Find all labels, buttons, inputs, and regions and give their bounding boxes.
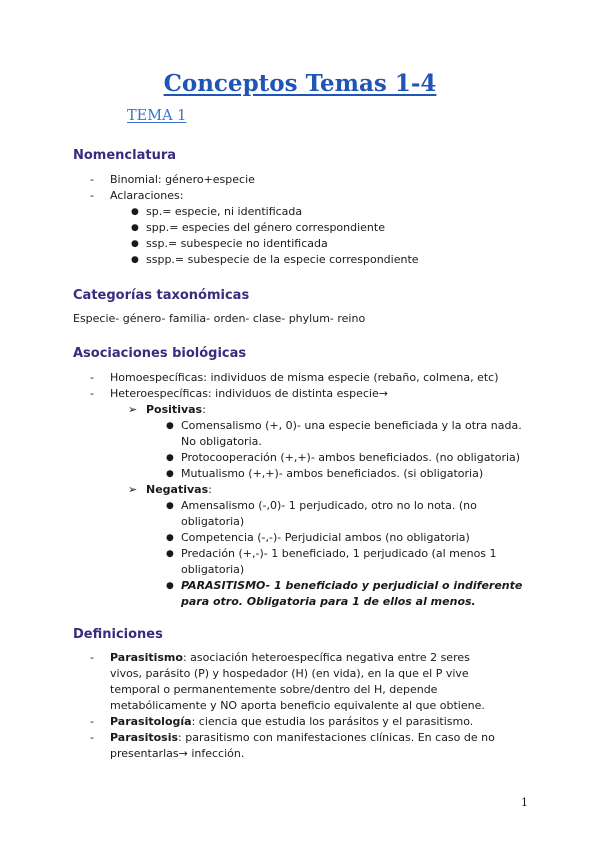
term-parasitologia: Parasitología <box>110 715 192 728</box>
arrowhead-bullet-icon: ➢ <box>128 483 138 496</box>
arrowhead-bullet-icon: ➢ <box>128 403 138 416</box>
list-item: ssp.= subespecie no identificada <box>146 237 328 250</box>
definition-text: : asociación heteroespecífica negativa entre 2 seres vivos, parásito (P) y hospedador (H) (en vida), en la que el P vive temporal o permanentemente sobre/dentro del H, depende metabólicamente y NO aporta beneficio equivalente al que obtiene. <box>110 651 485 712</box>
positivas-line: Positivas: <box>146 403 206 416</box>
parasitismo-item: PARASITISMO- 1 beneficiado y perjudicial o indiferente <box>181 579 523 592</box>
bullet-icon: ● <box>166 501 174 511</box>
parasitismo-item-continuation: para otro. Obligatoria para 1 de ellos al menos. <box>181 595 476 608</box>
binomial-line: Binomial: género+especie <box>110 173 255 186</box>
categorias-text: Especie- género- familia- orden- clase- phylum- reino <box>73 312 366 325</box>
list-item-continuation: obligatoria) <box>181 563 245 576</box>
dash-marker: - <box>90 651 94 664</box>
bullet-icon: ● <box>166 533 174 543</box>
bullet-icon: ● <box>166 581 174 591</box>
heading-asociaciones: Asociaciones biológicas <box>73 346 247 361</box>
list-item: Mutualismo (+,+)- ambos beneficiados. (si obligatoria) <box>181 467 484 480</box>
dash-marker: - <box>90 715 94 728</box>
positivas-label: Positivas <box>146 403 203 416</box>
list-item: Protocooperación (+,+)- ambos beneficiados. (no obligatoria) <box>181 451 521 464</box>
heading-categorias: Categorías taxonómicas <box>73 288 250 303</box>
bullet-icon: ● <box>166 549 174 559</box>
negativas-label: Negativas <box>146 483 209 496</box>
definition-text: : parasitismo con manifestaciones clínicas. En caso de no presentarlas→ infección. <box>110 731 495 760</box>
dash-marker: - <box>90 189 94 202</box>
bullet-icon: ● <box>166 469 174 479</box>
homoespecificas-line: Homoespecíficas: individuos de misma especie (rebaño, colmena, etc) <box>110 371 499 384</box>
list-item: sp.= especie, ni identificada <box>146 205 303 218</box>
term-parasitismo: Parasitismo <box>110 651 183 664</box>
heteroespecificas-line: Heteroespecíficas: individuos de distinta especie→ <box>110 387 388 400</box>
definition-parasitologia <box>110 714 510 730</box>
aclaraciones-line: Aclaraciones: <box>110 189 184 202</box>
negativas-line: Negativas: <box>146 483 212 496</box>
bullet-icon: ● <box>131 239 139 249</box>
heading-nomenclatura: Nomenclatura <box>73 148 177 163</box>
list-item: sspp.= subespecie de la especie correspondiente <box>146 253 419 266</box>
dash-marker: - <box>90 173 94 186</box>
dash-marker: - <box>90 387 94 400</box>
dash-marker: - <box>90 731 94 744</box>
bullet-icon: ● <box>131 207 139 217</box>
list-item: Competencia (-,-)- Perjudicial ambos (no obligatoria) <box>181 531 470 544</box>
list-item: Comensalismo (+, 0)- una especie beneficiada y la otra nada. <box>181 419 522 432</box>
page-number: 1 <box>521 796 528 809</box>
list-item-continuation: obligatoria) <box>181 515 245 528</box>
list-item-continuation: No obligatoria. <box>181 435 262 448</box>
list-item: spp.= especies del género correspondiente <box>146 221 385 234</box>
bullet-icon: ● <box>131 255 139 265</box>
bullet-icon: ● <box>166 453 174 463</box>
dash-marker: - <box>90 371 94 384</box>
list-item: Predación (+,-)- 1 beneficiado, 1 perjudicado (al menos 1 <box>181 547 497 560</box>
definition-parasitismo <box>110 650 505 714</box>
bullet-icon: ● <box>131 223 139 233</box>
definition-parasitosis <box>110 730 495 762</box>
term-parasitosis: Parasitosis <box>110 731 179 744</box>
bullet-icon: ● <box>166 421 174 431</box>
page-title: Conceptos Temas 1-4 <box>163 70 437 97</box>
definition-text: : ciencia que estudia los parásitos y el parasitismo. <box>191 715 474 728</box>
list-item: Amensalismo (-,0)- 1 perjudicado, otro no lo nota. (no <box>181 499 477 512</box>
section-title-tema-1: TEMA 1 <box>127 108 187 124</box>
heading-definiciones: Definiciones <box>73 627 163 642</box>
